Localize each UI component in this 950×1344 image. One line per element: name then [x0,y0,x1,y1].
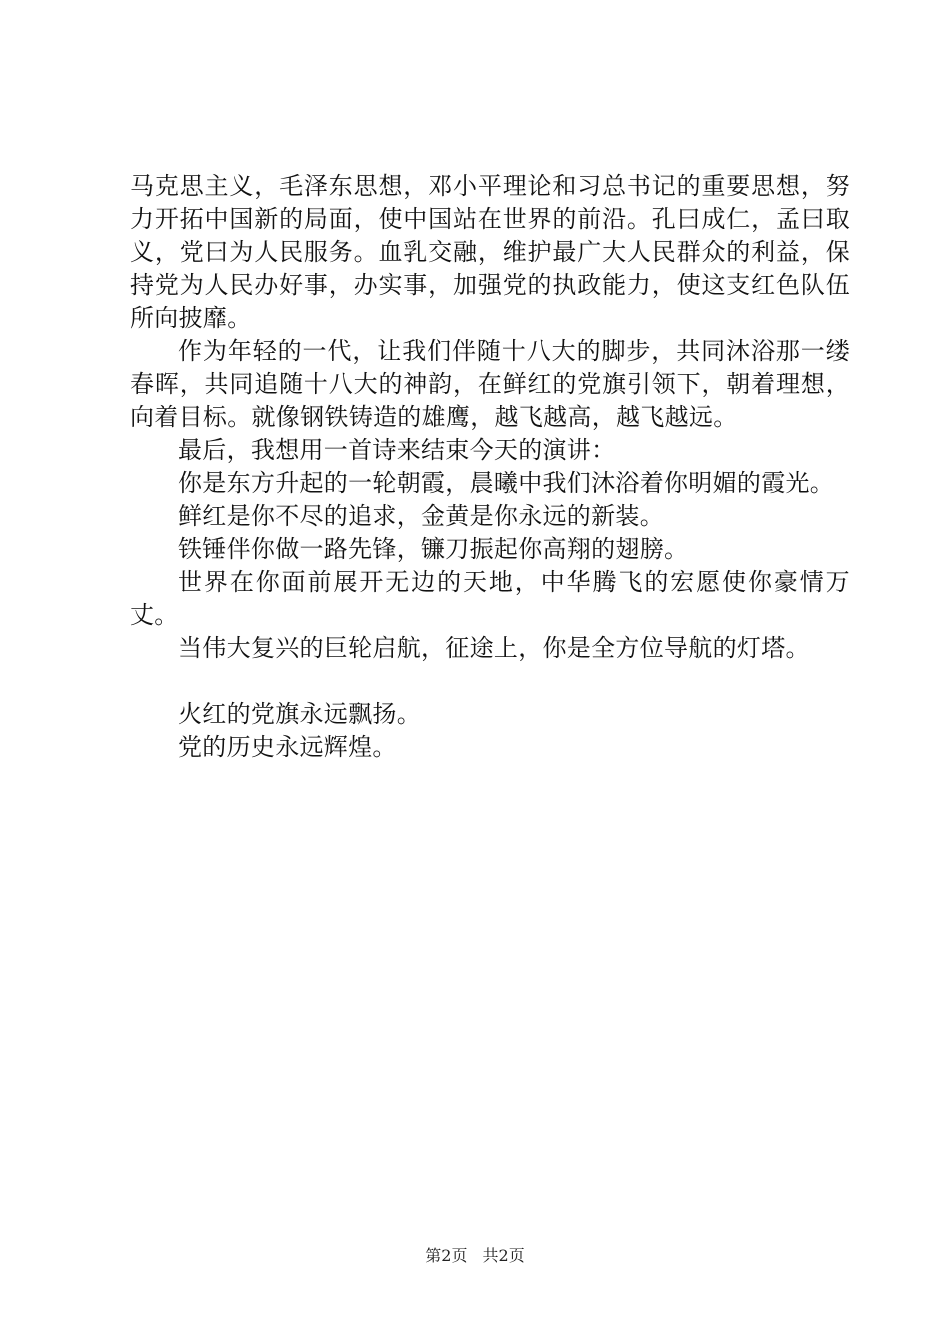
poem-line-3: 铁锤伴你做一路先锋，镰刀振起你高翔的翅膀。 [178,535,689,563]
page-number: 第2页 [425,1246,468,1265]
poem-line-4: 世界在你面前展开无边的天地，中华腾飞的宏愿使你豪情万丈。 [130,568,850,629]
poem-line-5: 当伟大复兴的巨轮启航，征途上，你是全方位导航的灯塔。 [178,634,810,662]
closing-line-1: 火红的党旗永远飘扬。 [178,700,421,728]
paragraph-intro-continuation: 马克思主义，毛泽东思想，邓小平理论和习总书记的重要思想，努力开拓中国新的局面，使中国站在世界的前沿。孔曰成仁，孟曰取义，党曰为人民服务。血乳交融，维护最广大人民群众的利益，保持党为人民办好事，办实事，加强党的执政能力，使这支红色队伍所向披靡。 [130,172,850,332]
page-total: 共2页 [482,1246,525,1265]
poem-line-1: 你是东方升起的一轮朝霞，晨曦中我们沐浴着你明媚的霞光。 [178,469,835,497]
paragraph-poem-intro: 最后，我想用一首诗来结束今天的演讲： [178,436,616,464]
poem-line-2: 鲜红是你不尽的追求，金黄是你永远的新装。 [178,502,664,530]
paragraph-young-generation: 作为年轻的一代，让我们伴随十八大的脚步，共同沐浴那一缕春晖，共同追随十八大的神韵，在鲜红的党旗引领下，朝着理想，向着目标。就像钢铁铸造的雄鹰，越飞越高，越飞越远。 [130,337,850,431]
page-footer [0,1246,950,1266]
closing-line-2: 党的历史永远辉煌。 [178,733,397,761]
document-body [130,170,850,764]
blank-line [130,665,850,698]
